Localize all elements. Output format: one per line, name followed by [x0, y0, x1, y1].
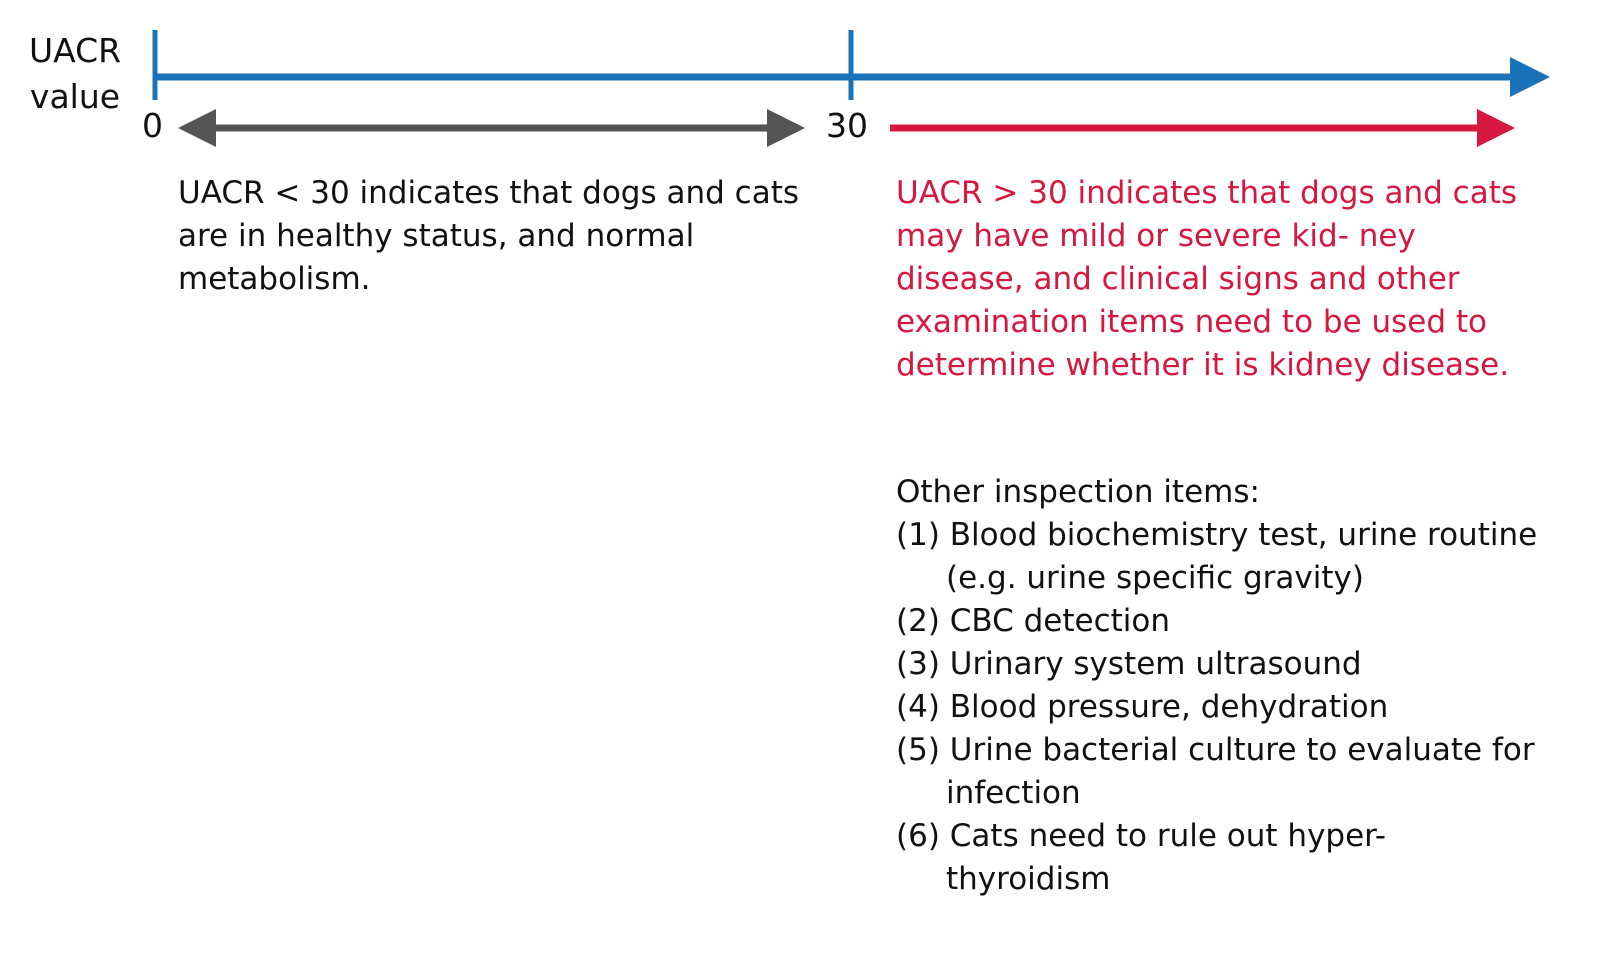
axis-title-line1: UACR: [28, 31, 122, 70]
high-range-description: UACR > 30 indicates that dogs and cats may have mild or severe kid- ney disease, and clinical signs and other examination items need to be used to determine whether it is kidney disease.: [896, 175, 1517, 383]
inspection-heading: Other inspection items:: [896, 474, 1260, 510]
low-range-arrowhead-right: [767, 109, 805, 147]
tick-label-thirty: 30: [826, 106, 868, 145]
low-range-description: UACR < 30 indicates that dogs and cats are in healthy status, and normal metabolism.: [178, 175, 799, 297]
low-range-arrowhead-left: [178, 109, 216, 147]
axis-title: [20, 28, 130, 120]
inspection-item: (5) Urine bacterial culture to evaluate for infection: [896, 732, 1535, 811]
inspection-item: (3) Urinary system ultrasound: [896, 646, 1362, 682]
axis-arrowhead: [1510, 57, 1550, 97]
inspection-item: (1) Blood biochemistry test, urine routine (e.g. urine specific gravity): [896, 517, 1538, 596]
tick-label-zero: 0: [142, 106, 163, 145]
high-range-arrowhead: [1477, 109, 1515, 147]
inspection-section: [896, 471, 1546, 901]
inspection-list: [896, 514, 1546, 901]
inspection-item: (6) Cats need to rule out hyper- thyroidism: [896, 818, 1387, 897]
inspection-item: (2) CBC detection: [896, 603, 1171, 639]
axis-title-line2: value: [29, 77, 121, 116]
inspection-item: (4) Blood pressure, dehydration: [896, 689, 1389, 725]
